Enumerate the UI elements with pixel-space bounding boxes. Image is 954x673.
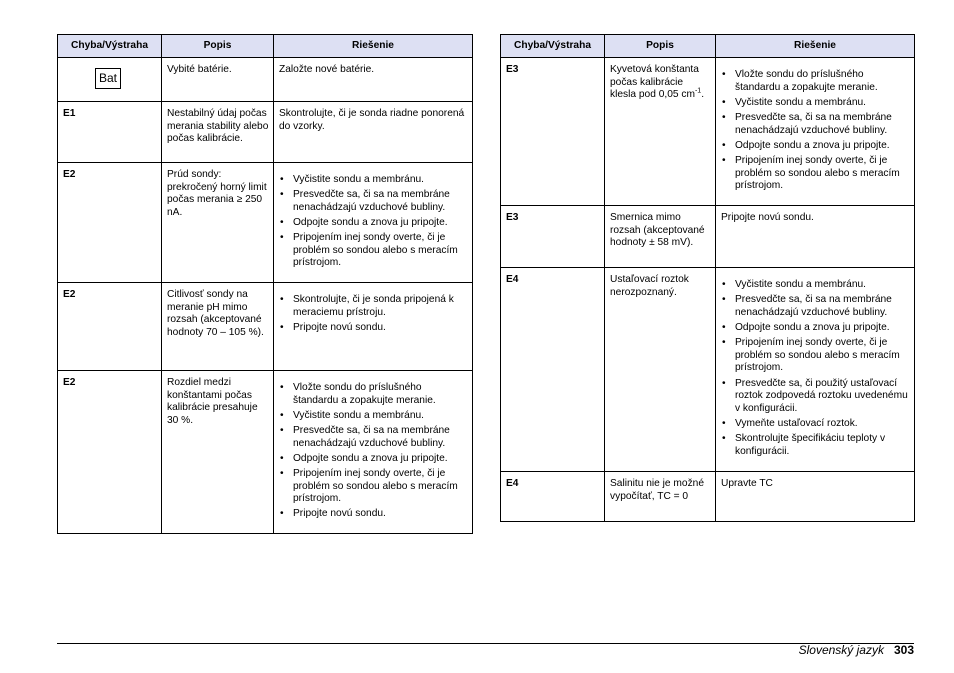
table-row [501,58,915,206]
table-header-row [501,35,915,58]
table-row [501,206,915,268]
table-row [58,283,473,371]
error-table-right [500,34,915,522]
description-cell: Ustaľovací roztok nerozpoznaný. [605,268,716,472]
page-footer [799,643,914,657]
list-item: • Presvedčte sa, či sa na membráne nenachádzajú vzduchové bubliny. [279,189,468,214]
solution-list [279,294,468,334]
list-item: • Skontrolujte, či je sonda pripojená k meraciemu prístroju. [279,294,468,319]
list-item: • Pripojte novú sondu. [279,508,468,521]
battery-indicator: Bat [95,68,121,89]
solution-cell: Založte nové batérie. [274,58,473,102]
list-item: • Vložte sondu do príslušného štandardu a zopakujte meranie. [721,69,910,94]
error-code-cell: E4 [501,268,605,472]
list-item: • Skontrolujte špecifikáciu teploty v konfigurácii. [721,433,910,458]
list-item: • Pripojte novú sondu. [279,322,468,335]
list-item: • Odpojte sondu a znova ju pripojte. [721,322,910,335]
description-cell: Rozdiel medzi konštantami počas kalibrácie presahuje 30 %. [162,371,274,534]
solution-cell: Upravte TC [716,472,915,522]
list-item: • Presvedčte sa, či sa na membráne nenachádzajú vzduchové bubliny. [279,425,468,450]
header-description: Popis [162,35,274,58]
description-superscript: -1 [694,87,702,95]
solution-list [721,279,910,458]
list-item: • Vyčistite sondu a membránu. [279,174,468,187]
list-item: • Vyčistite sondu a membránu. [721,97,910,110]
description-end: . [701,89,705,101]
error-code-cell: E2 [58,371,162,534]
list-item: • Presvedčte sa, či sa na membráne nenachádzajú vzduchové bubliny. [721,294,910,319]
solution-list [279,174,468,270]
footer-divider [57,643,914,644]
solution-cell: Skontrolujte, či je sonda riadne ponorená do vzorky. [274,102,473,163]
table-row [58,163,473,283]
description-cell: Vybité batérie. [162,58,274,102]
error-code-cell: E2 [58,283,162,371]
list-item: • Presvedčte sa, či sa na membráne nenachádzajú vzduchové bubliny. [721,112,910,137]
description-cell: Citlivosť sondy na meranie pH mimo rozsah (akceptované hodnoty 70 – 105 %). [162,283,274,371]
table-row [501,472,915,522]
solution-cell [274,163,473,283]
solution-cell [716,58,915,206]
solution-list [279,382,468,521]
description-cell [605,58,716,206]
list-item: • Odpojte sondu a znova ju pripojte. [279,217,468,230]
header-description: Popis [605,35,716,58]
list-item: • Vyčistite sondu a membránu. [721,279,910,292]
error-code-cell: E1 [58,102,162,163]
solution-cell [274,283,473,371]
list-item: • Vymeňte ustaľovací roztok. [721,418,910,431]
solution-cell: Pripojte novú sondu. [716,206,915,268]
table-row [58,58,473,102]
list-item: • Odpojte sondu a znova ju pripojte. [721,140,910,153]
page-number: 303 [893,643,914,657]
description-cell: Prúd sondy: prekročený horný limit počas merania ≥ 250 nA. [162,163,274,283]
list-item: • Pripojením inej sondy overte, či je problém so sondou alebo s meracím prístrojom. [721,337,910,375]
error-code-cell: E2 [58,163,162,283]
list-item: • Pripojením inej sondy overte, či je problém so sondou alebo s meracím prístrojom. [279,468,468,506]
list-item: • Presvedčte sa, či použitý ustaľovací roztok zodpovedá roztoku uvedenému v konfigurácii. [721,378,910,416]
list-item: • Vložte sondu do príslušného štandardu a zopakujte meranie. [279,382,468,407]
list-item: • Vyčistite sondu a membránu. [279,410,468,423]
solution-cell [274,371,473,534]
error-code-cell: E3 [501,206,605,268]
header-code: Chyba/Výstraha [501,35,605,58]
list-item: • Pripojením inej sondy overte, či je problém so sondou alebo s meracím prístrojom. [279,232,468,270]
solution-list [721,69,910,193]
table-header-row [58,35,473,58]
description-cell: Nestabilný údaj počas merania stability alebo počas kalibrácie. [162,102,274,163]
table-row [501,268,915,472]
header-solution: Riešenie [716,35,915,58]
list-item: • Pripojením inej sondy overte, či je problém so sondou alebo s meracím prístrojom. [721,155,910,193]
description-cell: Salinitu nie je možné vypočítať, TC = 0 [605,472,716,522]
description-text: Kyvetová konštanta počas kalibrácie klesla pod 0,05 cm [610,64,699,101]
header-code: Chyba/Výstraha [58,35,162,58]
error-code-cell: E3 [501,58,605,206]
error-table-left [57,34,473,534]
description-cell: Smernica mimo rozsah (akceptované hodnoty ± 58 mV). [605,206,716,268]
table-row [58,102,473,163]
error-code-cell: E4 [501,472,605,522]
header-solution: Riešenie [274,35,473,58]
solution-cell [716,268,915,472]
table-row [58,371,473,534]
list-item: • Odpojte sondu a znova ju pripojte. [279,453,468,466]
footer-language: Slovenský jazyk [798,643,884,657]
error-code-cell [58,58,162,102]
